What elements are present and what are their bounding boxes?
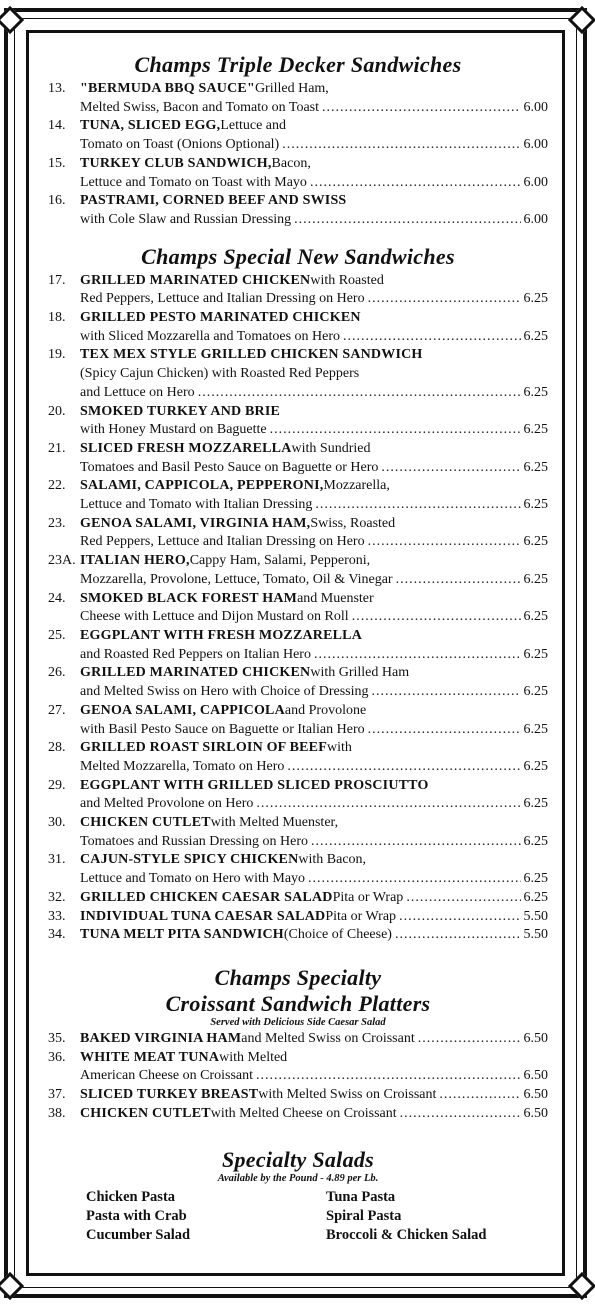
item-price: 6.00 [523, 174, 548, 190]
item-description: Grilled Ham, [254, 81, 329, 96]
item-price: 6.50 [523, 1068, 548, 1084]
menu-item-line [48, 721, 548, 740]
item-description: with Sundried [291, 440, 371, 456]
menu-item-line [48, 627, 548, 646]
menu-item [48, 80, 548, 117]
item-price: 6.50 [523, 1087, 548, 1103]
section-note: Served with Delicious Side Caesar Salad [210, 1016, 386, 1028]
menu-item [48, 117, 548, 154]
dot-leader [314, 646, 521, 665]
menu-item [48, 477, 548, 514]
item-number: 20. [48, 403, 66, 419]
item-price: 6.25 [523, 291, 548, 307]
item-number: 24. [48, 590, 66, 606]
menu-item-line [48, 889, 548, 908]
item-number: 21. [48, 440, 66, 456]
item-price: 6.25 [523, 758, 548, 774]
item-description: with Melted Cheese on Croissant [210, 1105, 397, 1121]
item-price: 6.25 [523, 459, 548, 475]
section-special-new [48, 244, 548, 945]
item-name: ITALIAN HERO, [80, 553, 190, 569]
item-description: with Roasted [310, 272, 384, 288]
menu-item-line [48, 571, 548, 590]
item-number: 23A. [48, 553, 76, 569]
item-number: 28. [48, 740, 66, 756]
menu-item [48, 908, 548, 927]
item-number: 35. [48, 1030, 66, 1046]
menu-item [48, 739, 548, 776]
item-description: Melted Mozzarella, Tomato on Hero [80, 758, 285, 774]
item-price: 6.25 [523, 796, 548, 812]
menu-item-line [48, 814, 548, 833]
menu-item-line [48, 683, 548, 702]
item-name: GRILLED MARINATED CHICKEN [80, 665, 311, 681]
menu-item-line [48, 870, 548, 889]
item-number: 33. [48, 908, 66, 924]
item-description: and Lettuce on Hero [80, 384, 195, 400]
item-description: with Melted Swiss on Croissant [258, 1087, 437, 1103]
dot-leader [396, 571, 521, 590]
section-title-line2: Croissant Sandwich Platters [165, 990, 431, 1016]
menu-item-line [48, 155, 548, 174]
menu-item-line [48, 99, 548, 118]
dot-leader [287, 758, 520, 777]
dot-leader [310, 174, 521, 193]
menu-item-line [48, 459, 548, 478]
item-description: with Honey Mustard on Baguette [80, 422, 267, 438]
item-name: TUNA, SLICED EGG, [80, 118, 221, 134]
menu-item [48, 346, 548, 402]
item-list [48, 80, 548, 230]
item-number: 16. [48, 193, 66, 209]
item-name: EGGPLANT WITH GRILLED SLICED PROSCIUTTO [80, 777, 429, 793]
menu-item-line [48, 908, 548, 927]
item-price: 6.25 [523, 609, 548, 625]
menu-item-line [48, 833, 548, 852]
menu-item-line [48, 608, 548, 627]
item-number: 36. [48, 1049, 66, 1065]
dot-leader [368, 721, 521, 740]
item-price: 6.25 [523, 422, 548, 438]
item-list [48, 272, 548, 945]
menu-item-line [48, 365, 548, 384]
item-number: 30. [48, 815, 66, 831]
dot-leader [311, 833, 520, 852]
item-price: 5.50 [523, 908, 548, 924]
salad-grid [48, 1188, 548, 1245]
menu-item [48, 192, 548, 229]
section-title: Champs Triple Decker Sandwiches [134, 52, 462, 77]
menu-item-line [48, 702, 548, 721]
item-name: CHICKEN CUTLET [80, 1105, 211, 1121]
item-number: 15. [48, 155, 66, 171]
item-list [48, 1030, 548, 1124]
item-description: Lettuce and Tomato with Italian Dressing [80, 497, 313, 513]
menu-item [48, 590, 548, 627]
menu-item [48, 814, 548, 851]
item-description: and Melted Swiss on Hero with Choice of Dressing [80, 684, 369, 700]
dot-leader [343, 328, 520, 347]
section-specialty-salads [48, 1147, 548, 1245]
item-price: 6.25 [523, 721, 548, 737]
menu-item [48, 777, 548, 814]
item-description: with Bacon, [298, 852, 367, 868]
item-description: Mozzarella, [323, 478, 390, 494]
item-description: Lettuce and Tomato on Hero with Mayo [80, 871, 306, 887]
menu-item-line [48, 664, 548, 683]
item-name: GRILLED PESTO MARINATED CHICKEN [80, 310, 361, 326]
item-name: EGGPLANT WITH FRESH MOZZARELLA [80, 627, 363, 643]
salad-item: Cucumber Salad [86, 1227, 191, 1244]
item-price: 6.25 [523, 889, 548, 905]
dot-leader [256, 1067, 520, 1086]
item-number: 31. [48, 852, 66, 868]
dot-leader [352, 608, 521, 627]
menu-item-line [48, 1105, 548, 1124]
item-description: Tomatoes and Russian Dressing on Hero [80, 833, 309, 849]
item-description: Red Peppers, Lettuce and Italian Dressing on Hero [80, 291, 365, 307]
item-number: 25. [48, 627, 66, 643]
item-description: and Muenster [297, 590, 374, 606]
item-description: Swiss, Roasted [310, 515, 396, 531]
menu-item-line [48, 926, 548, 945]
menu-item-line [48, 117, 548, 136]
item-number: 37. [48, 1087, 66, 1103]
section-triple-decker [48, 52, 548, 230]
menu-item-line [48, 851, 548, 870]
item-price: 6.25 [523, 328, 548, 344]
salad-item: Pasta with Crab [86, 1208, 187, 1225]
item-number: 13. [48, 81, 66, 96]
item-number: 27. [48, 702, 66, 718]
item-description: Cheese with Lettuce and Dijon Mustard on Roll [80, 609, 349, 625]
dot-leader [400, 1105, 521, 1124]
menu-item-line [48, 646, 548, 665]
item-price: 6.50 [523, 1030, 548, 1046]
item-price: 6.00 [523, 211, 548, 227]
item-price: 5.50 [523, 927, 548, 943]
section-croissant-platters [48, 965, 548, 1124]
item-price: 6.25 [523, 497, 548, 513]
menu-item [48, 309, 548, 346]
menu-item [48, 889, 548, 908]
item-number: 17. [48, 272, 66, 288]
item-description: (Spicy Cajun Chicken) with Roasted Red Peppers [80, 366, 360, 382]
item-name: "BERMUDA BBQ SAUCE" [80, 81, 255, 96]
menu-item [48, 627, 548, 664]
dot-leader [395, 926, 521, 945]
item-description: with Melted [219, 1049, 288, 1065]
item-name: CHICKEN CUTLET [80, 815, 211, 831]
item-name: TURKEY CLUB SANDWICH, [80, 155, 272, 171]
item-name: WHITE MEAT TUNA [80, 1049, 220, 1065]
item-description: Bacon, [271, 155, 311, 171]
item-description: Tomato on Toast (Onions Optional) [80, 137, 280, 153]
dot-leader [406, 889, 520, 908]
item-number: 34. [48, 927, 66, 943]
dot-leader [294, 211, 520, 230]
menu-item-line [48, 272, 548, 291]
menu-item-line [48, 80, 548, 99]
menu-item-line [48, 309, 548, 328]
item-description: and Melted Swiss on Croissant [241, 1030, 415, 1046]
item-name: GRILLED ROAST SIRLOIN OF BEEF [80, 740, 327, 756]
menu-item [48, 403, 548, 440]
item-description: with Sliced Mozzarella and Tomatoes on Hero [80, 328, 341, 344]
menu-item [48, 1105, 548, 1124]
item-description: American Cheese on Croissant [80, 1068, 254, 1084]
section-note: Available by the Pound - 4.89 per Lb. [217, 1173, 379, 1185]
item-price: 6.00 [523, 137, 548, 153]
item-description: Pita or Wrap [325, 908, 397, 924]
item-description: Red Peppers, Lettuce and Italian Dressing on Hero [80, 534, 365, 550]
dot-leader [308, 870, 520, 889]
menu-item [48, 552, 548, 589]
item-description: with Grilled Ham [310, 665, 410, 681]
item-price: 6.25 [523, 684, 548, 700]
item-description: Cappy Ham, Salami, Pepperoni, [189, 553, 371, 569]
dot-leader [381, 459, 520, 478]
menu-item-line [48, 477, 548, 496]
menu-item-line [48, 795, 548, 814]
menu-item-line [48, 777, 548, 796]
dot-leader [399, 908, 520, 927]
section-title: Specialty Salads [221, 1147, 375, 1173]
dot-leader [368, 533, 521, 552]
menu-item-line [48, 515, 548, 534]
item-description: Lettuce and [220, 118, 287, 134]
menu-item [48, 664, 548, 701]
menu-item-line [48, 174, 548, 193]
item-number: 29. [48, 777, 66, 793]
item-description: with Basil Pesto Sauce on Baguette or Italian Hero [80, 721, 365, 737]
dot-leader [322, 99, 520, 118]
section-title: Champs Special New Sandwiches [141, 243, 455, 269]
item-name: SMOKED BLACK FOREST HAM [80, 590, 298, 606]
salad-item: Chicken Pasta [86, 1189, 176, 1206]
dot-leader [282, 136, 520, 155]
item-price: 6.25 [523, 646, 548, 662]
item-description: and Provolone [284, 702, 367, 718]
item-name: TEX MEX STYLE GRILLED CHICKEN SANDWICH [80, 347, 423, 363]
item-name: SLICED TURKEY BREAST [80, 1087, 259, 1103]
dot-leader [439, 1086, 520, 1105]
item-description: with [326, 740, 352, 756]
item-description: with Melted Muenster, [210, 815, 339, 831]
menu-item-line [48, 1067, 548, 1086]
item-number: 23. [48, 515, 66, 531]
item-number: 14. [48, 118, 66, 134]
item-description: Mozzarella, Provolone, Lettuce, Tomato, Oil & Vinegar [80, 571, 393, 587]
item-name: GRILLED CHICKEN CAESAR SALAD [80, 889, 333, 905]
menu-item-line [48, 192, 548, 211]
item-number: 38. [48, 1105, 66, 1121]
item-description: and Melted Provolone on Hero [80, 796, 254, 812]
menu-item-line [48, 758, 548, 777]
item-description: Pita or Wrap [332, 889, 404, 905]
item-number: 26. [48, 665, 66, 681]
item-name: SALAMI, CAPPICOLA, PEPPERONI, [80, 478, 324, 494]
item-description: with Cole Slaw and Russian Dressing [80, 211, 292, 227]
menu-item-line [48, 440, 548, 459]
item-name: SMOKED TURKEY AND BRIE [80, 403, 281, 419]
menu-item-line [48, 211, 548, 230]
dot-leader [198, 384, 521, 403]
dot-leader [315, 496, 520, 515]
item-description: (Choice of Cheese) [283, 927, 392, 943]
menu-item [48, 1049, 548, 1086]
menu-item [48, 1086, 548, 1105]
item-name: BAKED VIRGINIA HAM [80, 1030, 242, 1046]
menu-item-line [48, 739, 548, 758]
section-title-line1: Champs Specialty [214, 964, 382, 990]
item-name: GENOA SALAMI, VIRGINIA HAM, [80, 515, 311, 531]
item-price: 6.25 [523, 534, 548, 550]
item-price: 6.25 [523, 871, 548, 887]
menu-item-line [48, 1049, 548, 1068]
menu-item-line [48, 403, 548, 422]
item-description: and Roasted Red Peppers on Italian Hero [80, 646, 311, 662]
dot-leader [270, 421, 521, 440]
dot-leader [368, 290, 521, 309]
item-number: 32. [48, 889, 66, 905]
item-price: 6.00 [523, 99, 548, 115]
item-number: 19. [48, 347, 66, 363]
menu-item [48, 926, 548, 945]
menu-item-line [48, 496, 548, 515]
item-name: GRILLED MARINATED CHICKEN [80, 272, 311, 288]
item-price: 6.25 [523, 384, 548, 400]
menu-item-line [48, 1030, 548, 1049]
item-description: Lettuce and Tomato on Toast with Mayo [80, 174, 307, 190]
menu-item [48, 272, 548, 309]
item-price: 6.25 [523, 571, 548, 587]
item-name: PASTRAMI, CORNED BEEF AND SWISS [80, 193, 347, 209]
salad-item: Broccoli & Chicken Salad [326, 1227, 487, 1244]
item-number: 18. [48, 310, 66, 326]
menu-item-line [48, 421, 548, 440]
item-price: 6.50 [523, 1105, 548, 1121]
item-name: INDIVIDUAL TUNA CAESAR SALAD [80, 908, 326, 924]
menu-item-line [48, 328, 548, 347]
menu-item [48, 851, 548, 888]
menu-item [48, 515, 548, 552]
menu-content [48, 38, 548, 1245]
menu-item [48, 155, 548, 192]
dot-leader [256, 795, 520, 814]
menu-item [48, 1030, 548, 1049]
item-name: CAJUN-STYLE SPICY CHICKEN [80, 852, 299, 868]
menu-item-line [48, 346, 548, 365]
item-name: SLICED FRESH MOZZARELLA [80, 440, 292, 456]
dot-leader [418, 1030, 521, 1049]
menu-item-line [48, 136, 548, 155]
item-description: Melted Swiss, Bacon and Tomato on Toast [80, 99, 320, 115]
salad-item: Spiral Pasta [326, 1208, 402, 1225]
item-name: TUNA MELT PITA SANDWICH [80, 927, 284, 943]
menu-item [48, 702, 548, 739]
menu-item-line [48, 1086, 548, 1105]
item-name: GENOA SALAMI, CAPPICOLA [80, 702, 285, 718]
menu-item-line [48, 290, 548, 309]
dot-leader [372, 683, 521, 702]
menu-item-line [48, 590, 548, 609]
menu-item [48, 440, 548, 477]
item-price: 6.25 [523, 833, 548, 849]
menu-item-line [48, 552, 548, 571]
salad-item: Tuna Pasta [326, 1189, 396, 1206]
menu-item-line [48, 384, 548, 403]
item-description: Tomatoes and Basil Pesto Sauce on Baguette or Hero [80, 459, 379, 475]
menu-item-line [48, 533, 548, 552]
item-number: 22. [48, 478, 66, 494]
